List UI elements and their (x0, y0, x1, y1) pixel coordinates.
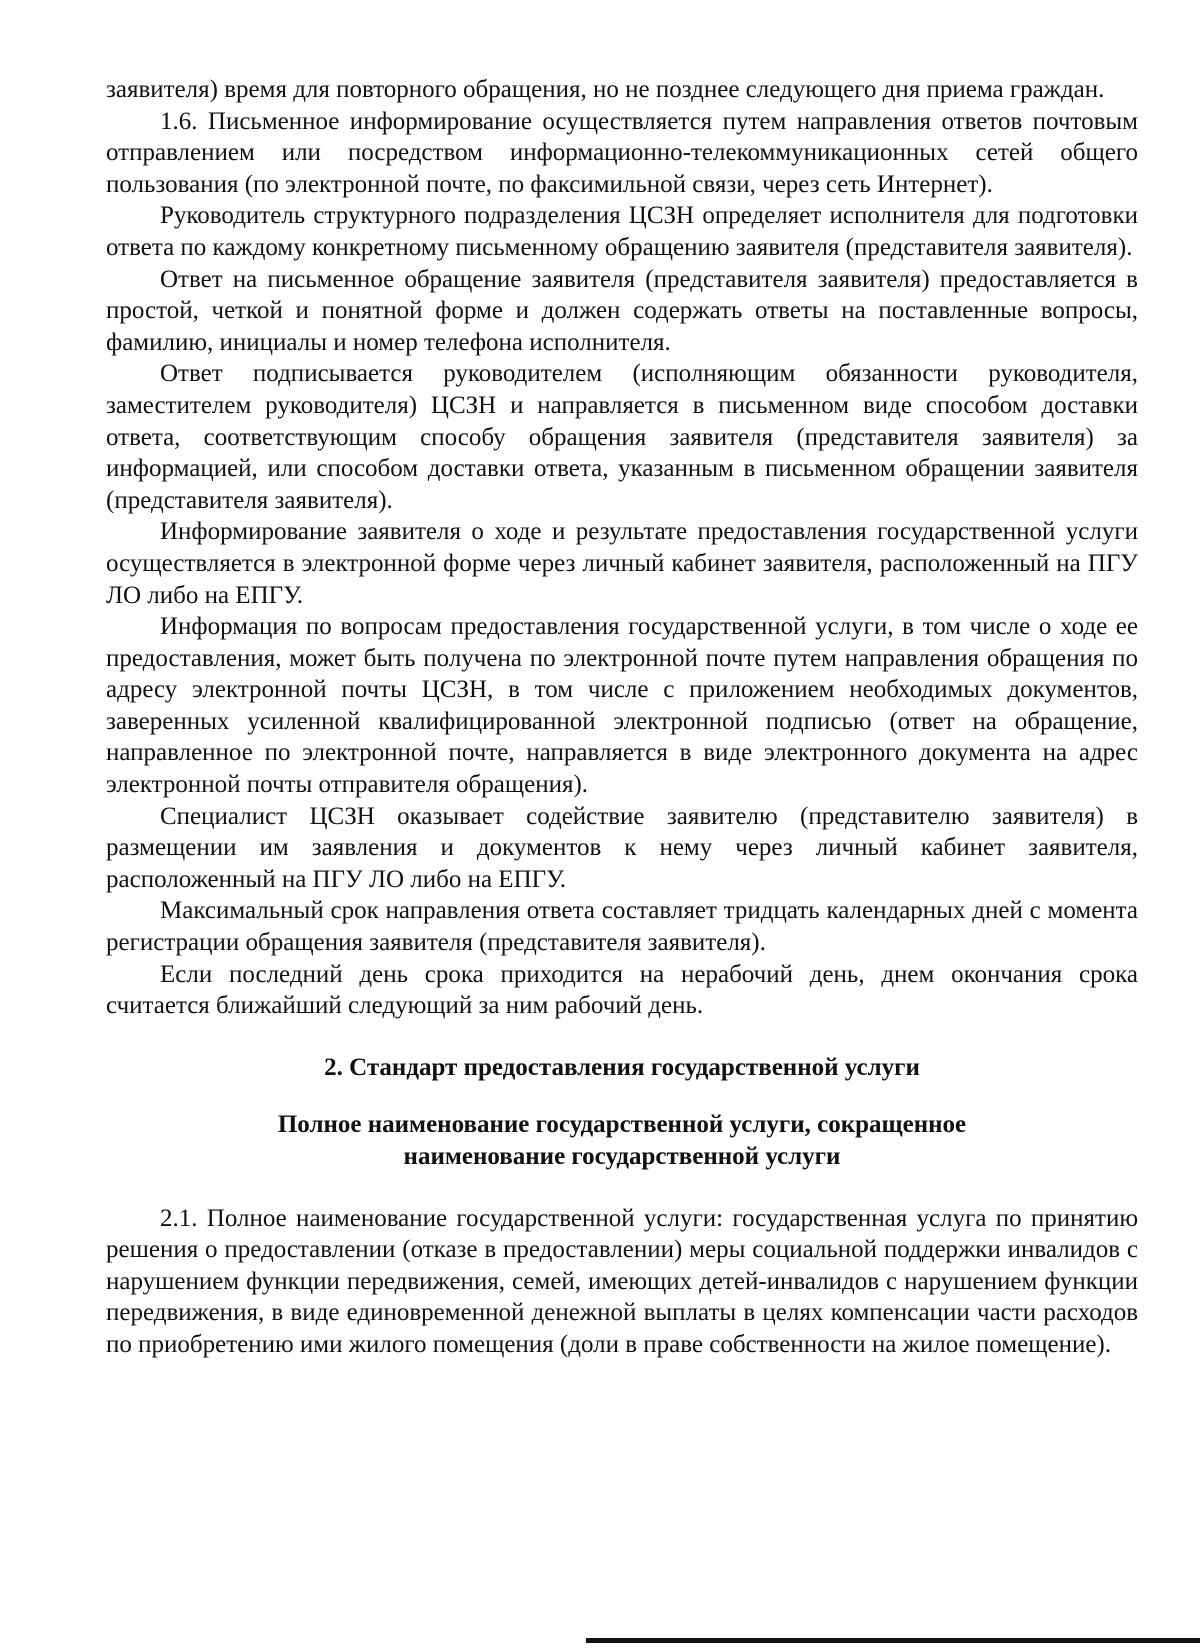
paragraph-informing: Информирование заявителя о ходе и результате предоставления государственной услуги осуществляется в электронной форме через личный кабинет заявителя, расположенный на ПГУ ЛО либо на ЕПГУ. (106, 518, 1138, 609)
spacer (106, 1173, 1138, 1203)
scan-edge-line (586, 1638, 1200, 1643)
spacer (106, 1022, 1138, 1052)
paragraph-1-6: 1.6. Письменное информирование осуществляется путем направления ответов почтовым отправлением или посредством информационно-телекоммуникационных сетей общего пользования (по электронной почте, по факсимильной связи, через сеть Интернет). (106, 107, 1138, 198)
paragraph-specialist: Специалист ЦСЗН оказывает содействие заявителю (представителю заявителя) в размещении им заявления и документов к нему через личный кабинет заявителя, расположенный на ПГУ ЛО либо на ЕПГУ. (106, 802, 1138, 893)
paragraph-executor: Руководитель структурного подразделения ЦСЗН определяет исполнителя для подготовки ответа по каждому конкретному письменному обращению заявителя (представителя заявителя). (106, 202, 1138, 261)
section-heading: 2. Стандарт предоставления государственной услуги (324, 1053, 920, 1081)
subheading (106, 1109, 1138, 1172)
document-body (106, 74, 1138, 1361)
paragraph-holiday: Если последний день срока приходится на нерабочий день, днем окончания срока считается ближайший следующий за ним рабочий день. (106, 960, 1138, 1020)
subheading-line-1: Полное наименование государственной услуги, сокращенное (277, 1111, 967, 1139)
paragraph-email-info: Информация по вопросам предоставления государственной услуги, в том числе о ходе ее предоставления, может быть получена по электронной почте путем направления обращения по адресу электронной почты ЦСЗН, в том числе с приложением необходимых документов, заверенных усиленной квалифицированной электронной подписью (ответ на обращение, направленное по электронной почте, направляется в виде электронного документа на адрес электронной почты отправителя обращения). (106, 613, 1138, 799)
paragraph-answer-form: Ответ на письменное обращение заявителя (представителя заявителя) предоставляется в простой, четкой и понятной форме и должен содержать ответы на поставленные вопросы, фамилию, инициалы и номер телефона исполнителя. (106, 265, 1138, 356)
paragraph-continuation: заявителя) время для повторного обращения, но не позднее следующего дня приема граждан. (106, 76, 1105, 103)
paragraph-2-1: 2.1. Полное наименование государственной услуги: государственная услуга по принятию решения о предоставлении (отказе в предоставлении) меры социальной поддержки инвалидов с нарушением функции передвижения, семей, имеющих детей-инвалидов с нарушением функции передвижения, в виде единовременной денежной выплаты в целях компенсации части расходов по приобретению ими жилого помещения (доли в праве собственности на жилое помещение). (106, 1204, 1138, 1358)
subheading-line-2: наименование государственной услуги (403, 1143, 841, 1170)
spacer (106, 1083, 1138, 1109)
paragraph-deadline: Максимальный срок направления ответа составляет тридцать календарных дней с момента регистрации обращения заявителя (представителя заявителя). (106, 897, 1138, 957)
paragraph-answer-signing: Ответ подписывается руководителем (исполняющим обязанности руководителя, заместителем руководителя) ЦСЗН и направляется в письменном виде способом доставки ответа, соответствующим способу обращения заявителя (представителя заявителя) за информацией, или способом доставки ответа, указанным в письменном обращении заявителя (представителя заявителя). (106, 360, 1138, 514)
